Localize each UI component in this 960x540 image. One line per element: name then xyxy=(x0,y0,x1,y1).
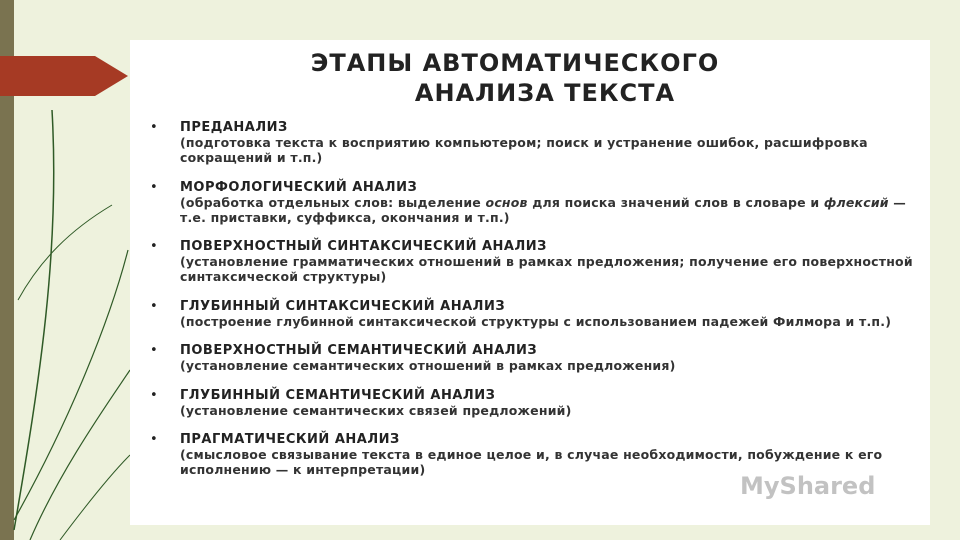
stage-description xyxy=(180,254,916,284)
list-item xyxy=(146,120,916,165)
stage-description-emphasis: основ xyxy=(485,194,528,210)
title-line-1: ЭТАПЫ АВТОМАТИЧЕСКОГО xyxy=(310,49,720,77)
title-line-2: АНАЛИЗА ТЕКСТА xyxy=(414,79,676,107)
list-item xyxy=(146,432,916,477)
stage-description-emphasis: флексий xyxy=(823,194,889,210)
watermark-logo: MyShared xyxy=(740,472,876,500)
stage-description xyxy=(180,358,916,373)
list-item xyxy=(146,388,916,418)
stage-description xyxy=(180,195,916,225)
list-item xyxy=(146,343,916,373)
stage-description-text: (подготовка текста к восприятию компьютером; поиск и устранение ошибок, расшифровка сокращений и т.п.) xyxy=(180,135,868,165)
stage-name: МОРФОЛОГИЧЕСКИЙ АНАЛИЗ xyxy=(180,179,418,195)
red-arrow-decoration xyxy=(0,56,128,96)
bullet-icon: • xyxy=(150,179,158,195)
stage-description-text: (смысловое связывание текста в единое целое и, в случае необходимости, побуждение к его исполнению — к интерпретации) xyxy=(180,447,883,477)
stage-name: ГЛУБИННЫЙ СЕМАНТИЧЕСКИЙ АНАЛИЗ xyxy=(180,387,496,403)
stage-description xyxy=(180,135,916,165)
stages-list xyxy=(146,120,916,492)
stage-description-text: — т.е. приставки, суффикса, окончания и т.п.) xyxy=(180,194,907,225)
stage-description-text: (установление семантических отношений в рамках предложения) xyxy=(180,358,676,373)
stage-name: ГЛУБИННЫЙ СИНТАКСИЧЕСКИЙ АНАЛИЗ xyxy=(180,298,506,314)
stage-name: ПОВЕРХНОСТНЫЙ СИНТАКСИЧЕСКИЙ АНАЛИЗ xyxy=(180,239,547,254)
bullet-icon: • xyxy=(150,120,158,135)
stage-description-text: для поиска значений слов в словаре и xyxy=(527,194,824,210)
list-item xyxy=(146,299,916,329)
slide-card xyxy=(130,40,930,525)
stage-name: ПОВЕРХНОСТНЫЙ СЕМАНТИЧЕСКИЙ АНАЛИЗ xyxy=(180,343,538,358)
stage-description xyxy=(180,403,916,418)
list-item xyxy=(146,180,916,225)
stage-description-text: (установление семантических связей предложений) xyxy=(180,402,572,418)
bullet-icon: • xyxy=(150,343,158,358)
bullet-icon: • xyxy=(150,387,158,403)
stage-description-text: (установление грамматических отношений в рамках предложения; получение его поверхностной синтаксической структуры) xyxy=(180,254,913,284)
bullet-icon: • xyxy=(150,239,158,254)
list-item xyxy=(146,239,916,284)
stage-description xyxy=(180,314,916,329)
slide-title xyxy=(130,48,930,108)
stage-description-text: (построение глубинной синтаксической структуры с использованием падежей Филмора и т.п.) xyxy=(180,313,892,329)
stage-name: ПРЕДАНАЛИЗ xyxy=(180,120,288,135)
bullet-icon: • xyxy=(150,432,158,447)
stage-description-text: (обработка отдельных слов: выделение xyxy=(180,194,486,210)
bullet-icon: • xyxy=(150,298,158,314)
stage-name: ПРАГМАТИЧЕСКИЙ АНАЛИЗ xyxy=(180,432,400,447)
